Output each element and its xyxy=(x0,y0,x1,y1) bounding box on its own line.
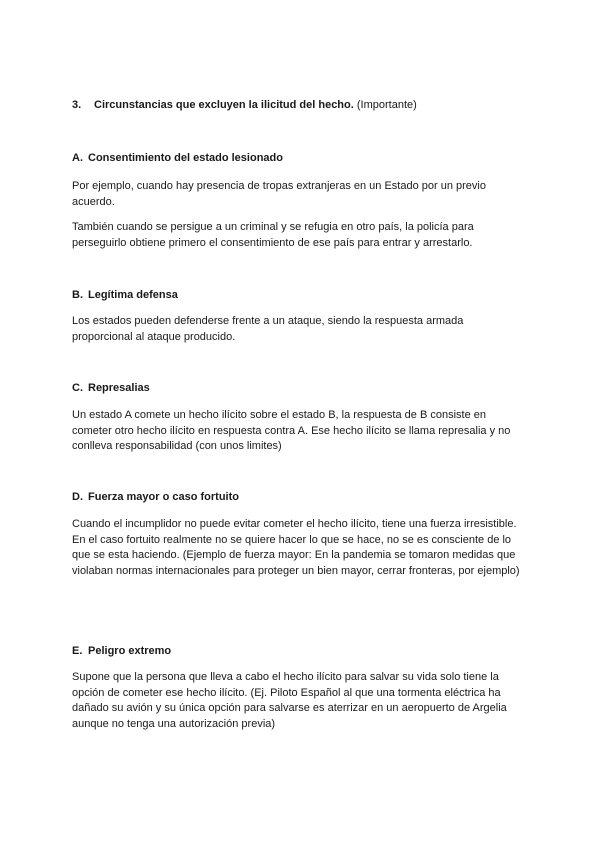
text-line: conlleva responsabilidad (con unos limites) xyxy=(72,440,282,452)
heading-letter: A. xyxy=(72,152,83,164)
text-line: Cuando el incumplidor no puede evitar cometer el hecho ilícito, tiene una fuerza irresistible. xyxy=(72,518,517,530)
text-line: proporcional al ataque producido. xyxy=(72,330,236,343)
text-line: perseguirlo obtiene primero el consentimiento de ese país para entrar y arrestarlo. xyxy=(72,236,473,249)
text-line: violaban normas internacionales para proteger un bien mayor, cerrar fronteras, por ejemplo) xyxy=(72,564,520,577)
heading-text: Peligro extremo xyxy=(88,645,172,657)
text-line: cometer otro hecho ilícito en respuesta contra A. Ese hecho ilícito se llama represalia y no xyxy=(72,424,511,437)
heading-a xyxy=(72,151,542,167)
heading-text: Fuerza mayor o caso fortuito xyxy=(88,491,239,503)
title-text: Circunstancias que excluyen la ilicitud del hecho. xyxy=(94,99,354,111)
heading-text: Consentimiento del estado lesionado xyxy=(88,152,283,164)
text-line: En el caso fortuito realmente no se quiere hacer lo que se hace, no se es consciente de lo xyxy=(72,533,512,546)
paragraph xyxy=(72,670,542,732)
heading-text: Represalias xyxy=(88,382,150,394)
heading-text: Legítima defensa xyxy=(88,289,178,301)
text-line: Por ejemplo, cuando hay presencia de tropas extranjeras en un Estado por un previo xyxy=(72,180,486,192)
text-line: dañado su avión y su única opción para salvarse es aterrizar en un aeropuerto de Argelia xyxy=(72,702,507,714)
section-title xyxy=(72,98,542,114)
heading-letter: B. xyxy=(72,289,83,301)
text-line: que se esta haciendo. (Ejemplo de fuerza mayor: En la pandemia se tomaron medidas que xyxy=(72,549,516,561)
title-number: 3. xyxy=(72,99,82,111)
paragraph xyxy=(72,517,542,579)
text-line: acuerdo. xyxy=(72,195,115,208)
heading-c xyxy=(72,381,542,397)
title-note: (Importante) xyxy=(356,99,417,111)
text-line: Un estado A comete un hecho ilícito sobre el estado B, la respuesta de B consiste en xyxy=(72,409,486,421)
text-line: opción de cometer ese hecho ilícito. (Ej. Piloto Español al que una tormenta eléctrica ha xyxy=(72,686,501,699)
text-line: aunque no tenga una autorización previa) xyxy=(72,717,276,730)
paragraph xyxy=(72,314,542,345)
heading-letter: E. xyxy=(72,645,83,657)
paragraph xyxy=(72,408,542,455)
heading-d xyxy=(72,490,542,506)
paragraph xyxy=(72,220,542,251)
text-line: Los estados pueden defenderse frente a un ataque, siendo la respuesta armada xyxy=(72,315,464,327)
heading-b xyxy=(72,288,542,304)
text-line: También cuando se persigue a un criminal y se refugia en otro país, la policía para xyxy=(72,221,474,233)
heading-letter: D. xyxy=(72,491,83,503)
heading-e xyxy=(72,644,542,660)
paragraph xyxy=(72,179,542,210)
text-line: Supone que la persona que lleva a cabo el hecho ilícito para salvar su vida solo tiene la xyxy=(72,671,499,683)
heading-letter: C. xyxy=(72,382,83,394)
